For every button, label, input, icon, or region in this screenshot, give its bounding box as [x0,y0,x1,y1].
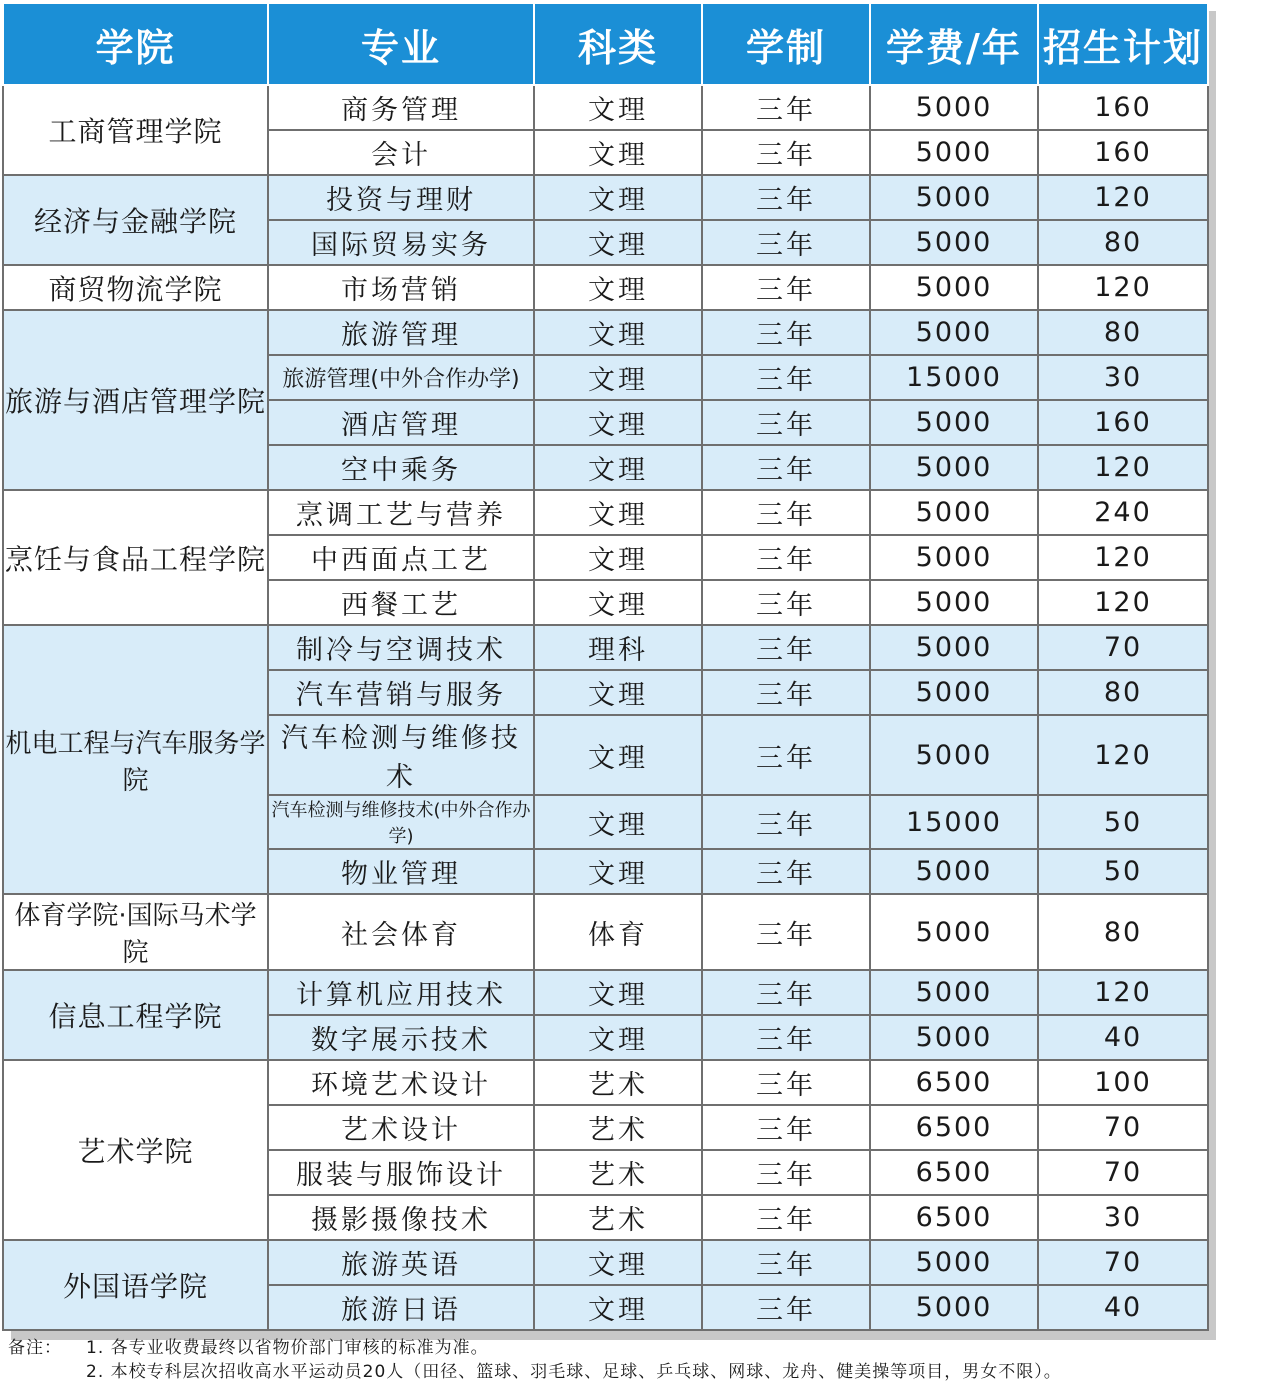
header-college: 学院 [3,3,268,85]
duration-cell: 三年 [702,580,870,625]
college-cell: 机电工程与汽车服务学院 [3,625,268,894]
duration-cell: 三年 [702,445,870,490]
plan-cell: 30 [1038,1195,1208,1240]
major-cell: 汽车检测与维修技术(中外合作办学) [268,795,534,849]
duration-cell: 三年 [702,400,870,445]
college-cell: 烹饪与食品工程学院 [3,490,268,625]
major-cell: 投资与理财 [268,175,534,220]
category-cell: 文理 [534,970,702,1015]
major-cell: 摄影摄像技术 [268,1195,534,1240]
major-cell: 计算机应用技术 [268,970,534,1015]
category-cell: 文理 [534,670,702,715]
major-cell: 市场营销 [268,265,534,310]
duration-cell: 三年 [702,535,870,580]
plan-cell: 120 [1038,175,1208,220]
plan-cell: 30 [1038,355,1208,400]
duration-cell: 三年 [702,310,870,355]
table-row [3,175,1208,220]
plan-cell: 120 [1038,265,1208,310]
enrollment-table-wrapper [2,2,1207,1331]
fee-cell: 5000 [870,220,1038,265]
category-cell: 文理 [534,535,702,580]
header-category: 科类 [534,3,702,85]
plan-cell: 70 [1038,1105,1208,1150]
plan-cell: 80 [1038,220,1208,265]
major-cell: 旅游英语 [268,1240,534,1285]
fee-cell: 5000 [870,175,1038,220]
table-row [3,894,1208,970]
college-cell: 信息工程学院 [3,970,268,1060]
note-item-1: 1. 各专业收费最终以省物价部门审核的标准为准。 [86,1338,489,1358]
table-row [3,310,1208,355]
major-cell: 商务管理 [268,85,534,130]
category-cell: 文理 [534,130,702,175]
major-cell: 空中乘务 [268,445,534,490]
category-cell: 艺术 [534,1105,702,1150]
college-cell: 外国语学院 [3,1240,268,1330]
table-row [3,970,1208,1015]
table-row [3,625,1208,670]
fee-cell: 5000 [870,1015,1038,1060]
fee-cell: 5000 [870,894,1038,970]
major-cell: 中西面点工艺 [268,535,534,580]
college-cell: 工商管理学院 [3,85,268,175]
plan-cell: 80 [1038,670,1208,715]
plan-cell: 120 [1038,715,1208,795]
duration-cell: 三年 [702,175,870,220]
fee-cell: 15000 [870,795,1038,849]
fee-cell: 5000 [870,85,1038,130]
category-cell: 文理 [534,85,702,130]
plan-cell: 70 [1038,625,1208,670]
plan-cell: 80 [1038,310,1208,355]
major-cell: 数字展示技术 [268,1015,534,1060]
fee-cell: 5000 [870,715,1038,795]
fee-cell: 15000 [870,355,1038,400]
category-cell: 文理 [534,580,702,625]
table-header-row [3,3,1208,85]
major-cell: 制冷与空调技术 [268,625,534,670]
header-major: 专业 [268,3,534,85]
duration-cell: 三年 [702,1105,870,1150]
duration-cell: 三年 [702,849,870,894]
plan-cell: 70 [1038,1240,1208,1285]
duration-cell: 三年 [702,625,870,670]
major-cell: 旅游管理(中外合作办学) [268,355,534,400]
duration-cell: 三年 [702,85,870,130]
major-cell: 旅游日语 [268,1285,534,1330]
plan-cell: 160 [1038,400,1208,445]
duration-cell: 三年 [702,1015,870,1060]
category-cell: 艺术 [534,1150,702,1195]
major-cell: 汽车营销与服务 [268,670,534,715]
college-cell: 商贸物流学院 [3,265,268,310]
category-cell: 文理 [534,1240,702,1285]
college-cell: 经济与金融学院 [3,175,268,265]
table-row [3,265,1208,310]
duration-cell: 三年 [702,894,870,970]
category-cell: 艺术 [534,1060,702,1105]
fee-cell: 5000 [870,849,1038,894]
plan-cell: 100 [1038,1060,1208,1105]
category-cell: 文理 [534,445,702,490]
category-cell: 文理 [534,355,702,400]
college-cell: 体育学院·国际马术学院 [3,894,268,970]
table-body [3,85,1208,1330]
major-cell: 烹调工艺与营养 [268,490,534,535]
duration-cell: 三年 [702,1285,870,1330]
category-cell: 文理 [534,490,702,535]
plan-cell: 120 [1038,970,1208,1015]
duration-cell: 三年 [702,265,870,310]
notes-label: 备注： [8,1338,62,1358]
fee-cell: 5000 [870,490,1038,535]
duration-cell: 三年 [702,355,870,400]
major-cell: 服装与服饰设计 [268,1150,534,1195]
category-cell: 理科 [534,625,702,670]
header-plan: 招生计划 [1038,3,1208,85]
category-cell: 文理 [534,400,702,445]
plan-cell: 160 [1038,85,1208,130]
duration-cell: 三年 [702,490,870,535]
category-cell: 文理 [534,220,702,265]
plan-cell: 50 [1038,795,1208,849]
duration-cell: 三年 [702,220,870,265]
plan-cell: 40 [1038,1015,1208,1060]
category-cell: 文理 [534,795,702,849]
major-cell: 酒店管理 [268,400,534,445]
category-cell: 艺术 [534,1195,702,1240]
college-cell: 艺术学院 [3,1060,268,1240]
fee-cell: 5000 [870,1240,1038,1285]
duration-cell: 三年 [702,970,870,1015]
fee-cell: 6500 [870,1150,1038,1195]
fee-cell: 5000 [870,265,1038,310]
fee-cell: 5000 [870,445,1038,490]
major-cell: 西餐工艺 [268,580,534,625]
plan-cell: 40 [1038,1285,1208,1330]
table-row [3,1240,1208,1285]
plan-cell: 50 [1038,849,1208,894]
plan-cell: 120 [1038,580,1208,625]
fee-cell: 5000 [870,580,1038,625]
fee-cell: 6500 [870,1060,1038,1105]
duration-cell: 三年 [702,795,870,849]
category-cell: 文理 [534,265,702,310]
fee-cell: 5000 [870,310,1038,355]
fee-cell: 6500 [870,1195,1038,1240]
category-cell: 文理 [534,849,702,894]
fee-cell: 5000 [870,970,1038,1015]
notes-section [8,1336,1062,1384]
category-cell: 体育 [534,894,702,970]
duration-cell: 三年 [702,1150,870,1195]
duration-cell: 三年 [702,130,870,175]
category-cell: 文理 [534,715,702,795]
college-cell: 旅游与酒店管理学院 [3,310,268,490]
plan-cell: 240 [1038,490,1208,535]
duration-cell: 三年 [702,715,870,795]
plan-cell: 80 [1038,894,1208,970]
major-cell: 环境艺术设计 [268,1060,534,1105]
plan-cell: 70 [1038,1150,1208,1195]
duration-cell: 三年 [702,1195,870,1240]
duration-cell: 三年 [702,670,870,715]
fee-cell: 5000 [870,670,1038,715]
major-cell: 艺术设计 [268,1105,534,1150]
notes-items [86,1336,1062,1384]
major-cell: 汽车检测与维修技术 [268,715,534,795]
fee-cell: 5000 [870,1285,1038,1330]
enrollment-table [2,2,1209,1331]
fee-cell: 5000 [870,535,1038,580]
table-row [3,490,1208,535]
table-row [3,85,1208,130]
major-cell: 会计 [268,130,534,175]
header-duration: 学制 [702,3,870,85]
fee-cell: 5000 [870,625,1038,670]
major-cell: 国际贸易实务 [268,220,534,265]
category-cell: 文理 [534,310,702,355]
table-row [3,1060,1208,1105]
major-cell: 旅游管理 [268,310,534,355]
duration-cell: 三年 [702,1060,870,1105]
duration-cell: 三年 [702,1240,870,1285]
note-item-2: 2. 本校专科层次招收高水平运动员20人（田径、篮球、羽毛球、足球、乒乓球、网球、龙舟、健美操等项目，男女不限）。 [86,1362,1062,1382]
major-cell: 物业管理 [268,849,534,894]
fee-cell: 5000 [870,400,1038,445]
fee-cell: 5000 [870,130,1038,175]
category-cell: 文理 [534,175,702,220]
category-cell: 文理 [534,1015,702,1060]
plan-cell: 120 [1038,535,1208,580]
plan-cell: 160 [1038,130,1208,175]
category-cell: 文理 [534,1285,702,1330]
header-fee: 学费/年 [870,3,1038,85]
fee-cell: 6500 [870,1105,1038,1150]
plan-cell: 120 [1038,445,1208,490]
major-cell: 社会体育 [268,894,534,970]
